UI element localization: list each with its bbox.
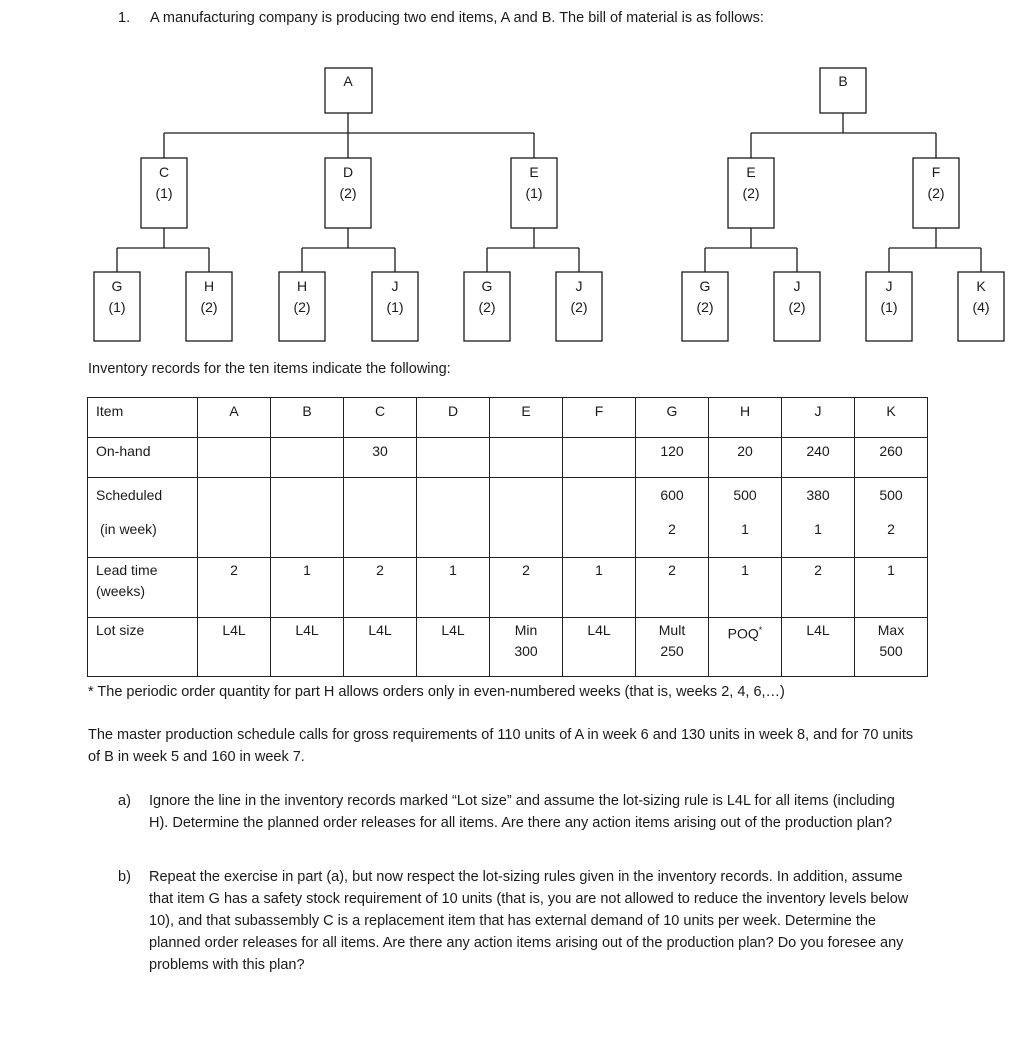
table-cell: 2 — [344, 558, 417, 618]
table-cell — [563, 478, 636, 558]
row-label: Lot size — [88, 618, 198, 677]
mps-paragraph: The master production schedule calls for gross requirements of 110 units of A in week 6 and 130 units in week 8, and for 70 units of B in week 5 and 160 in week 7. — [88, 727, 914, 765]
table-cell — [271, 478, 344, 558]
bom-label: B — [838, 73, 848, 89]
question-number: 1. — [118, 10, 131, 26]
table-cell: 240 — [782, 438, 855, 478]
bom-qty: (2) — [742, 185, 760, 201]
table-cell: 20 — [709, 438, 782, 478]
table-cell: Min 300 — [490, 618, 563, 677]
bom-label: K — [976, 278, 986, 294]
table-cell: Mult 250 — [636, 618, 709, 677]
inventory-intro: Inventory records for the ten items indicate the following: — [88, 361, 451, 377]
bom-label: A — [343, 73, 353, 89]
item-header: K — [855, 398, 928, 438]
table-cell: 1 — [855, 558, 928, 618]
table-row — [88, 438, 928, 478]
bom-label: J — [885, 278, 893, 294]
row-label-line: Scheduled — [96, 487, 163, 503]
bom-qty: (2) — [788, 299, 806, 315]
table-cell: 1 — [417, 558, 490, 618]
bom-label: J — [793, 278, 801, 294]
bom-qty: (2) — [200, 299, 218, 315]
table-cell — [344, 478, 417, 558]
table-cell: L4L — [782, 618, 855, 677]
bom-label: G — [111, 278, 123, 294]
table-cell: L4L — [417, 618, 490, 677]
item-header: G — [636, 398, 709, 438]
table-cell — [490, 478, 563, 558]
table-cell: L4L — [344, 618, 417, 677]
row-label: On-hand — [88, 438, 198, 478]
bom-qty: (1) — [155, 185, 173, 201]
table-row — [88, 558, 928, 618]
table-cell — [198, 438, 271, 478]
part-text: Repeat the exercise in part (a), but now respect the lot-sizing rules given in the inventory records. In addition, assume that item G has a safety stock requirement of 10 units (that is, you are not allowed to reduce the inventory levels below 10), and that subassembly C is a replacement item that has external demand of 10 units per week. Determine the planned order releases for all items. Are there any action items arising out of the production plan? Do you foresee any problems with this plan? — [149, 869, 909, 973]
bom-qty: (4) — [972, 299, 990, 315]
table-row — [88, 478, 928, 558]
table-cell: 260 — [855, 438, 928, 478]
question-text: A manufacturing company is producing two end items, A and B. The bill of material is as follows: — [150, 10, 764, 26]
table-cell: 2 — [782, 558, 855, 618]
table-cell: Max 500 — [855, 618, 928, 677]
row-label-line: (in week) — [100, 521, 157, 537]
bom-qty: (2) — [927, 185, 945, 201]
bom-qty: (2) — [696, 299, 714, 315]
item-header: F — [563, 398, 636, 438]
table-cell: 1 — [271, 558, 344, 618]
footnote: * The periodic order quantity for part H allows orders only in even-numbered weeks (that is, weeks 2, 4, 6,…) — [88, 684, 785, 700]
table-cell: 2 — [198, 558, 271, 618]
item-header: C — [344, 398, 417, 438]
bom-label: J — [575, 278, 583, 294]
table-cell: POQ* — [709, 618, 782, 677]
table-cell — [490, 438, 563, 478]
part-label: a) — [118, 793, 131, 809]
inventory-table — [87, 397, 928, 677]
footnote-marker: * — [758, 625, 763, 635]
bom-qty: (1) — [880, 299, 898, 315]
bom-label: E — [746, 164, 756, 180]
table-cell — [563, 438, 636, 478]
table-cell: 120 — [636, 438, 709, 478]
bom-label: E — [529, 164, 539, 180]
bom-qty: (1) — [108, 299, 126, 315]
item-header: A — [198, 398, 271, 438]
part-label: b) — [118, 869, 131, 885]
bill-of-material-diagram — [0, 0, 1018, 360]
table-cell: 380 1 — [782, 478, 855, 558]
table-cell — [417, 478, 490, 558]
bom-label: H — [296, 278, 308, 294]
table-cell: 1 — [709, 558, 782, 618]
table-cell: 2 — [490, 558, 563, 618]
item-header: J — [782, 398, 855, 438]
table-cell: L4L — [198, 618, 271, 677]
bom-label: F — [931, 164, 941, 180]
table-row — [88, 398, 928, 438]
bom-qty: (2) — [339, 185, 357, 201]
table-cell: L4L — [271, 618, 344, 677]
table-cell: 30 — [344, 438, 417, 478]
table-cell: 500 2 — [855, 478, 928, 558]
item-header: H — [709, 398, 782, 438]
bom-qty: (2) — [570, 299, 588, 315]
bom-qty: (2) — [478, 299, 496, 315]
table-cell — [271, 438, 344, 478]
bom-label: H — [203, 278, 215, 294]
table-cell — [198, 478, 271, 558]
part-a — [118, 790, 918, 834]
item-header: B — [271, 398, 344, 438]
bom-label: D — [342, 164, 354, 180]
row-label — [88, 478, 198, 558]
table-cell: 1 — [563, 558, 636, 618]
table-cell: 2 — [636, 558, 709, 618]
bom-label: G — [481, 278, 493, 294]
table-cell: 500 1 — [709, 478, 782, 558]
item-header: E — [490, 398, 563, 438]
bom-qty: (1) — [386, 299, 404, 315]
item-header: D — [417, 398, 490, 438]
bom-label: J — [391, 278, 399, 294]
table-cell — [417, 438, 490, 478]
bom-qty: (1) — [525, 185, 543, 201]
part-b — [118, 866, 918, 976]
part-text: Ignore the line in the inventory records marked “Lot size” and assume the lot-sizing rule is L4L for all items (including H). Determine the planned order releases for all items. Are there any action items arising out of the production plan? — [149, 793, 895, 831]
table-cell: 600 2 — [636, 478, 709, 558]
bom-qty: (2) — [293, 299, 311, 315]
bom-label: G — [699, 278, 711, 294]
row-label: Lead time (weeks) — [88, 558, 198, 618]
row-label: Item — [88, 398, 198, 438]
table-cell: L4L — [563, 618, 636, 677]
bom-label: C — [158, 164, 170, 180]
table-row — [88, 618, 928, 677]
